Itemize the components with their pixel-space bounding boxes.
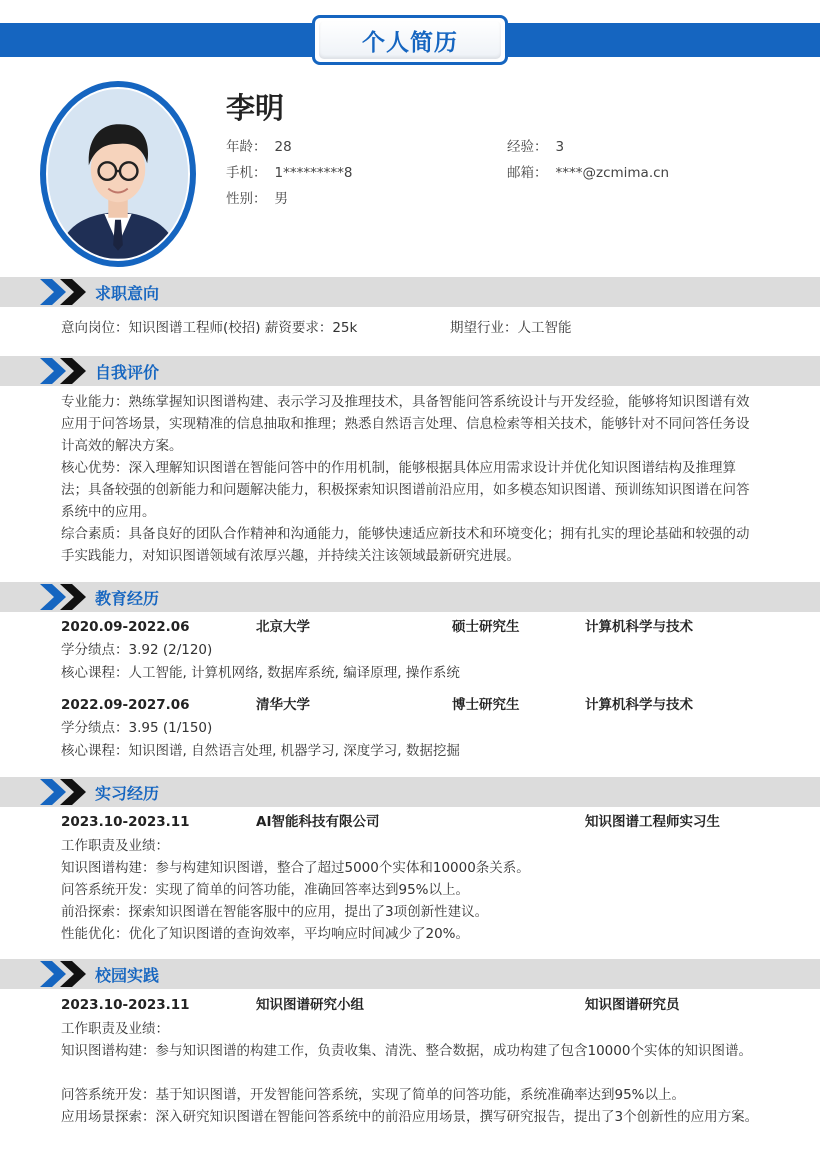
avatar-frame bbox=[40, 81, 196, 267]
age-row: 年龄： 28 bbox=[226, 139, 292, 155]
resume-title: 个人简历 bbox=[362, 29, 458, 56]
section-header-internship bbox=[0, 777, 820, 807]
campus-duty-title: 工作职责及业绩： bbox=[61, 1021, 169, 1037]
section-header-intent bbox=[0, 277, 820, 307]
phone-row: 手机： 1*********8 bbox=[226, 165, 353, 181]
double-chevron-icon bbox=[40, 582, 90, 612]
self-eval-core: 核心优势：深入理解知识图谱在智能问答中的作用机制，能够根据具体应用需求设计并优化知识图谱结构及推理算法；具备较强的创新能力和问题解决能力，积极探索知识图谱前沿应用，如多模态知识图谱、预训练知识图谱在问答系统中的应用。 bbox=[61, 460, 750, 520]
intern-duty-title: 工作职责及业绩： bbox=[61, 838, 169, 854]
intent-industry: 期望行业：人工智能 bbox=[450, 320, 572, 336]
edu-gpa: 学分绩点：3.92 (2/120) bbox=[61, 642, 213, 658]
candidate-name: 李明 bbox=[226, 91, 285, 125]
intern-company: AI智能科技有限公司 bbox=[256, 814, 380, 830]
experience-row: 经验： 3 bbox=[507, 139, 565, 155]
campus-date: 2023.10-2023.11 bbox=[61, 997, 190, 1013]
section-title: 自我评价 bbox=[95, 363, 160, 382]
section-header-self-eval bbox=[0, 356, 820, 386]
double-chevron-icon bbox=[40, 277, 90, 307]
edu-major: 计算机科学与技术 bbox=[585, 697, 693, 713]
intern-item: 知识图谱构建：参与构建知识图谱，整合了超过5000个实体和10000条关系。 bbox=[61, 860, 530, 876]
intern-item: 性能优化：优化了知识图谱的查询效率，平均响应时间减少了20%。 bbox=[61, 926, 470, 942]
double-chevron-icon bbox=[40, 356, 90, 386]
campus-item: 问答系统开发：基于知识图谱，开发智能问答系统，实现了简单的问答功能，系统准确率达到95%以上。 bbox=[61, 1087, 686, 1103]
campus-org: 知识图谱研究小组 bbox=[256, 997, 364, 1013]
edu-degree: 硕士研究生 bbox=[452, 619, 520, 635]
campus-item: 知识图谱构建：参与知识图谱的构建工作，负责收集、清洗、整合数据，成功构建了包含10000个实体的知识图谱。 bbox=[61, 1043, 752, 1059]
intern-date: 2023.10-2023.11 bbox=[61, 814, 190, 830]
edu-courses: 核心课程：人工智能, 计算机网络, 数据库系统, 编译原理, 操作系统 bbox=[61, 665, 460, 681]
edu-date: 2022.09-2027.06 bbox=[61, 697, 190, 713]
intent-position: 意向岗位：知识图谱工程师(校招) 薪资要求：25k bbox=[61, 320, 358, 336]
section-header-campus bbox=[0, 959, 820, 989]
intern-item: 前沿探索：探索知识图谱在智能客服中的应用，提出了3项创新性建议。 bbox=[61, 904, 489, 920]
resume-title-box bbox=[312, 15, 508, 65]
edu-school: 北京大学 bbox=[256, 619, 310, 635]
self-eval-professional: 专业能力：熟练掌握知识图谱构建、表示学习及推理技术，具备智能问答系统设计与开发经验，能够将知识图谱有效应用于问答场景，实现精准的信息抽取和推理；熟悉自然语言处理、信息检索等相关技术，能够针对不同问答任务设计高效的解决方案。 bbox=[61, 394, 750, 454]
section-header-education bbox=[0, 582, 820, 612]
section-title: 校园实践 bbox=[95, 966, 160, 985]
double-chevron-icon bbox=[40, 777, 90, 807]
intern-role: 知识图谱工程师实习生 bbox=[585, 814, 720, 830]
gender-row: 性别： 男 bbox=[226, 191, 288, 207]
edu-gpa: 学分绩点：3.95 (1/150) bbox=[61, 720, 213, 736]
avatar-portrait-icon bbox=[48, 89, 188, 259]
intern-item: 问答系统开发：实现了简单的问答功能，准确回答率达到95%以上。 bbox=[61, 882, 470, 898]
section-title: 教育经历 bbox=[95, 589, 160, 608]
section-title: 求职意向 bbox=[95, 284, 160, 303]
edu-major: 计算机科学与技术 bbox=[585, 619, 693, 635]
email-row: 邮箱： ****@zcmima.cn bbox=[507, 165, 670, 181]
self-eval-general: 综合素质：具备良好的团队合作精神和沟通能力，能够快速适应新技术和环境变化；拥有扎实的理论基础和较强的动手实践能力，对知识图谱领域有浓厚兴趣，并持续关注该领域最新研究进展。 bbox=[61, 526, 750, 564]
avatar bbox=[46, 87, 190, 261]
campus-item: 应用场景探索：深入研究知识图谱在智能问答系统中的前沿应用场景，撰写研究报告，提出了3个创新性的应用方案。 bbox=[61, 1109, 759, 1125]
campus-role: 知识图谱研究员 bbox=[585, 997, 680, 1013]
edu-degree: 博士研究生 bbox=[452, 697, 520, 713]
double-chevron-icon bbox=[40, 959, 90, 989]
edu-date: 2020.09-2022.06 bbox=[61, 619, 190, 635]
section-title: 实习经历 bbox=[95, 784, 160, 803]
edu-school: 清华大学 bbox=[256, 697, 310, 713]
edu-courses: 核心课程：知识图谱, 自然语言处理, 机器学习, 深度学习, 数据挖掘 bbox=[61, 743, 460, 759]
